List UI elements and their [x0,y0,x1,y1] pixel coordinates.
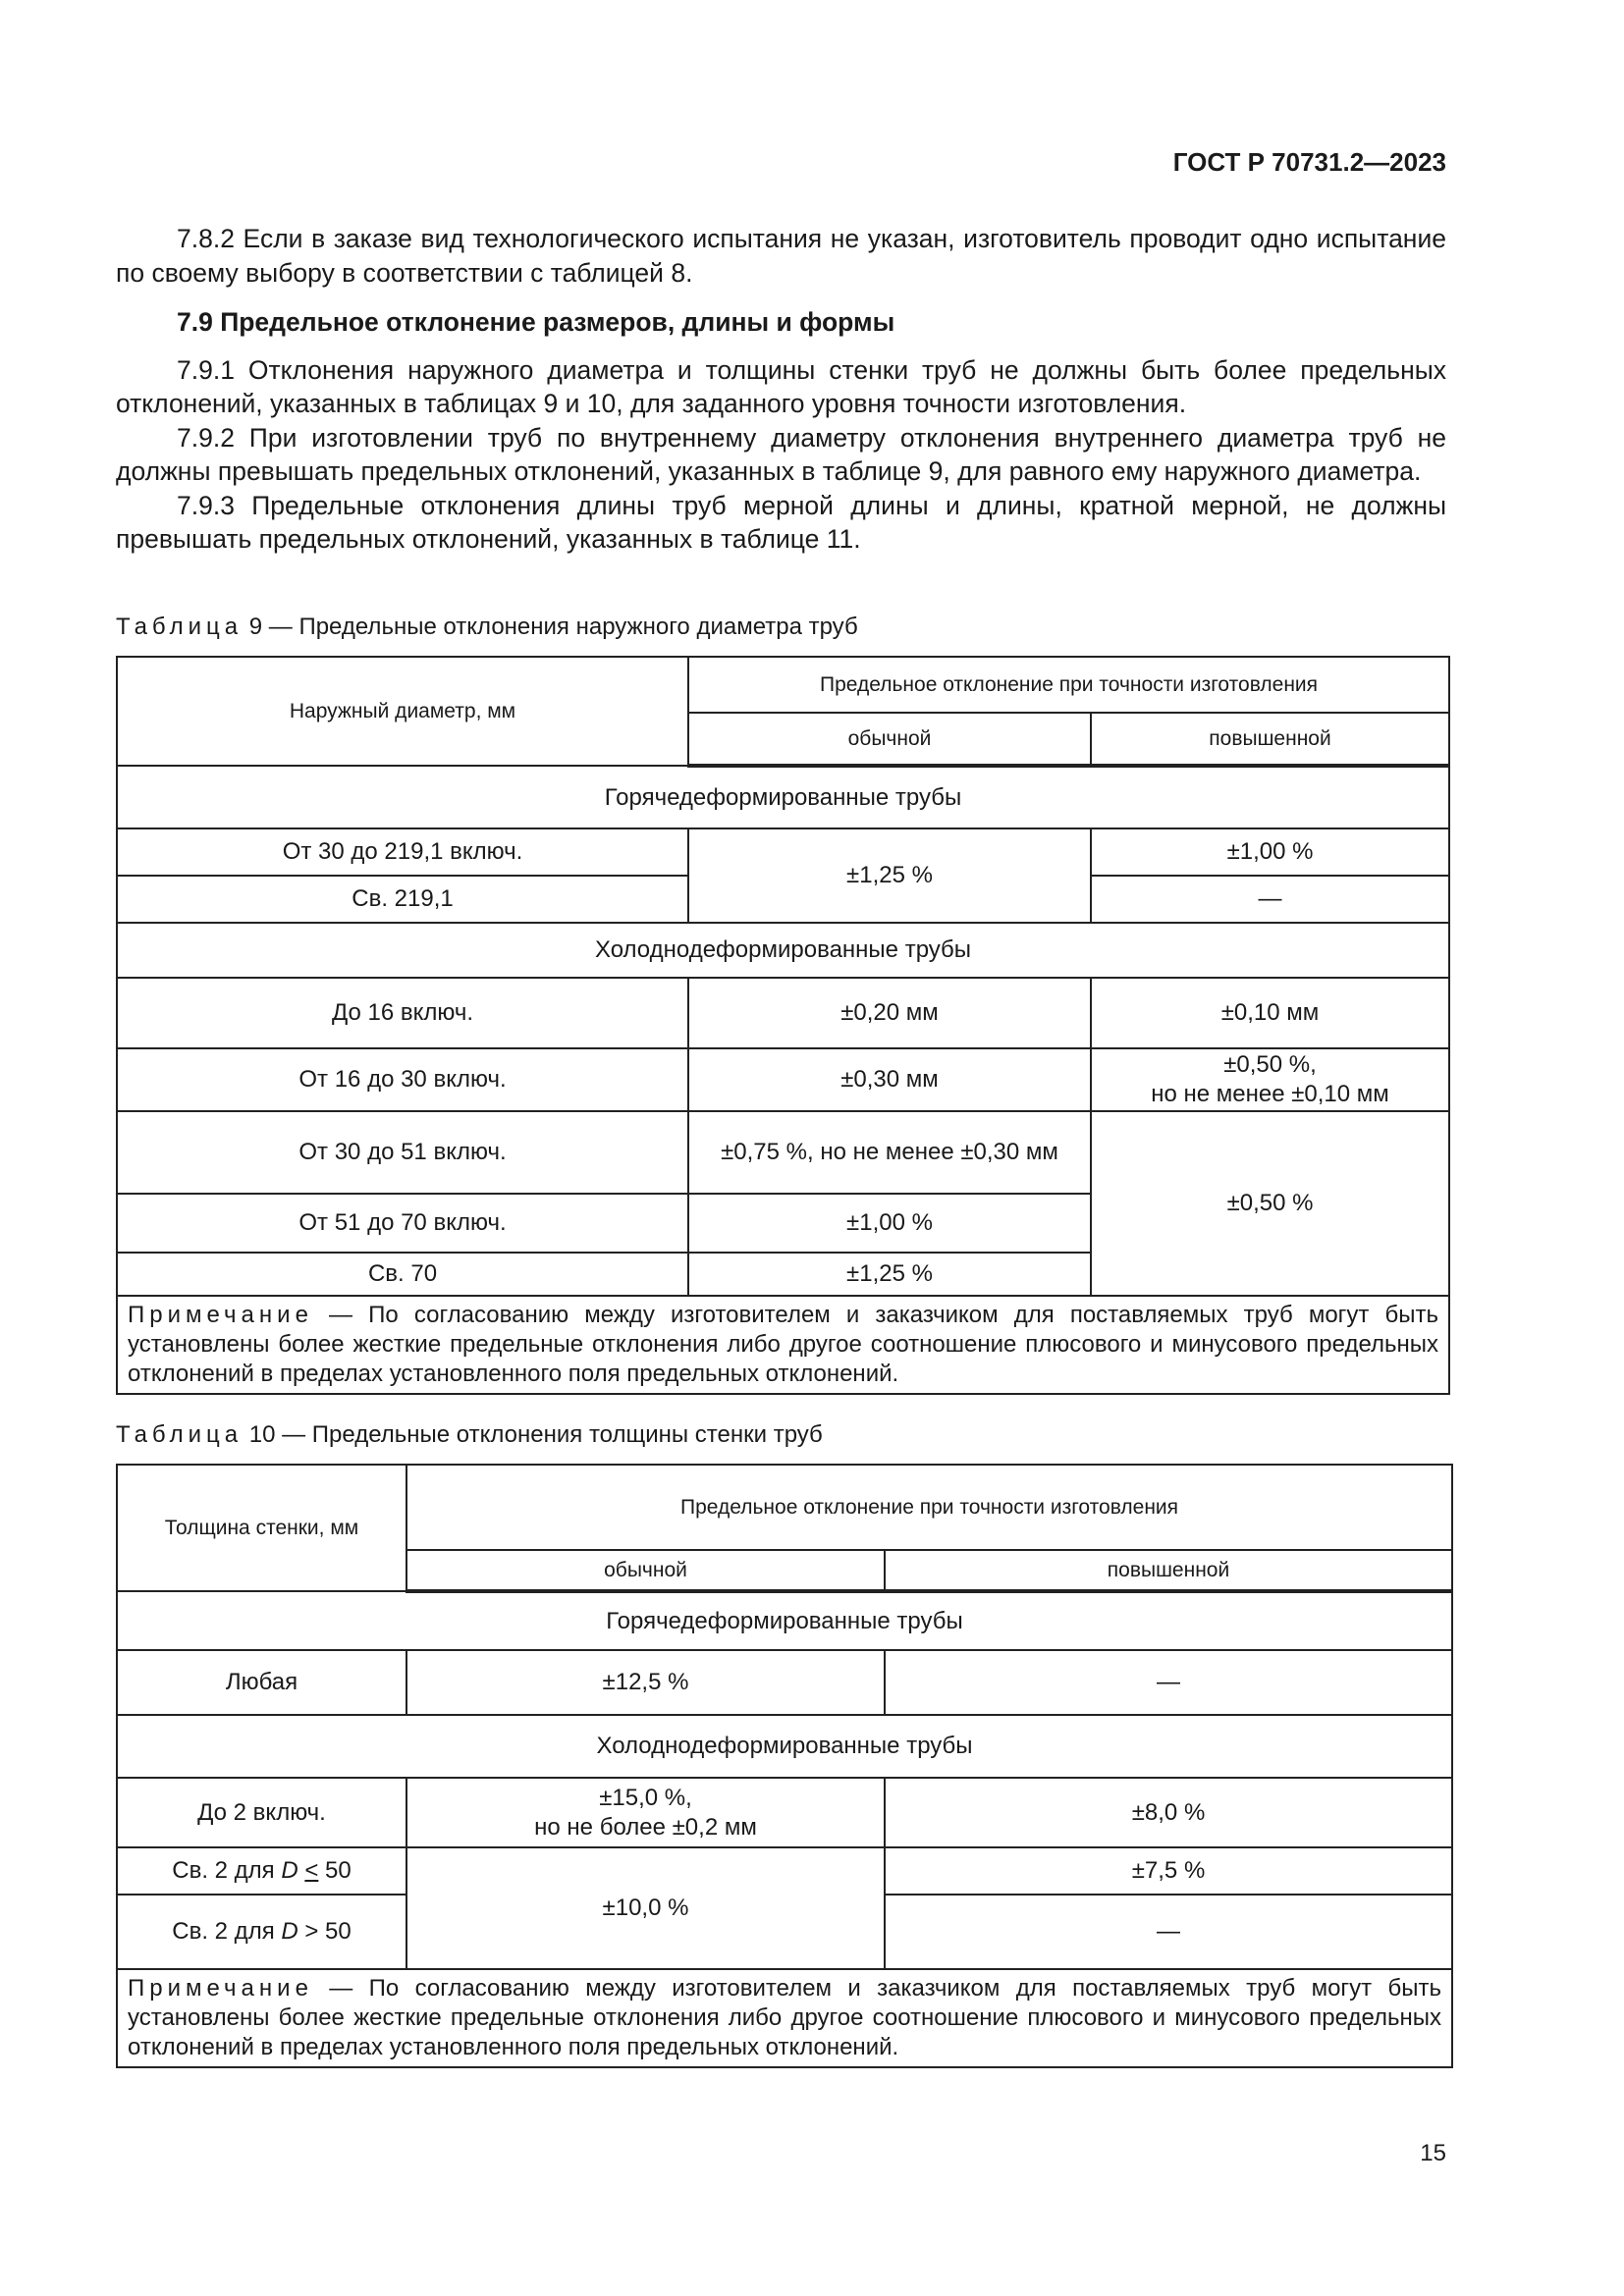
table10-cell-line: ±15,0 %, [599,1784,692,1811]
table9-cell: Св. 70 [117,1253,688,1296]
table10-header-normal: обычной [406,1550,885,1591]
table10-section-cold: Холоднодеформированные трубы [117,1715,1452,1778]
table10-section-hot: Горячедеформированные трубы [117,1591,1452,1650]
table10-caption-word: Таблица [116,1421,244,1448]
paragraph-7-9-2: 7.9.2 При изготовлении труб по внутреннему диаметру отклонения внутреннего диаметра труб не должны превышать предельных отклонений, указанных в таблице 9, для равного ему наружного диаметра. [116,422,1446,486]
table9-cell: — [1091,876,1449,923]
table9-cell: От 30 до 51 включ. [117,1111,688,1194]
table9-caption-title: 9 — Предельные отклонения наружного диаметра труб [243,614,858,640]
table-10 [116,1464,1453,2068]
table-9 [116,656,1450,1395]
table9-section-hot: Горячедеформированные трубы [117,766,1449,828]
table10-cell: — [885,1895,1452,1969]
body-text [116,222,1446,557]
table10-cell [117,1847,406,1895]
table9-cell: От 30 до 219,1 включ. [117,828,688,876]
table9-cell: ±1,25 % [688,1253,1091,1296]
table10-note-text: — По согласованию между изготовителем и заказчиком для поставляемых труб могут быть установлены более жесткие предельные отклонения либо другое соотношение плюсового и минусового предельных отклонений в пределах установленного поля предельных отклонений. [128,1975,1442,2060]
table9-header-high: повышенной [1091,713,1449,766]
table10-header-deviation: Предельное отклонение при точности изготовления [406,1465,1452,1550]
table10-cell: ±8,0 % [885,1778,1452,1847]
paragraph-7-9-3: 7.9.3 Предельные отклонения длины труб мерной длины и длины, кратной мерной, не должны превышать предельных отклонений, указанных в таблице 11. [116,490,1446,554]
table10-cell [117,1895,406,1969]
table9-cell [1091,1048,1449,1111]
table10-cell: Любая [117,1650,406,1715]
table9-cell: ±1,00 % [688,1194,1091,1253]
table10-cell-var: D [281,1918,298,1945]
table9-cell: От 51 до 70 включ. [117,1194,688,1253]
page-number: 15 [1420,2140,1446,2166]
table9-cell: ±1,25 % [688,828,1091,923]
table10-cell: ±10,0 % [406,1847,885,1969]
table10-cell-op: < [304,1857,319,1884]
table10-cell: — [885,1650,1452,1715]
table9-note-lead: Примечание [128,1302,313,1328]
table10-cell-text: Св. 2 для [172,1857,282,1884]
table10-cell-text: > 50 [298,1918,352,1945]
table9-cell-line: ±0,50 %, [1223,1051,1317,1078]
table10-header-high: повышенной [885,1550,1452,1591]
section-heading-7-9: 7.9 Предельное отклонение размеров, длины и формы [177,307,895,337]
table9-header-normal: обычной [688,713,1091,766]
table9-cell: ±1,00 % [1091,828,1449,876]
table9-header-deviation: Предельное отклонение при точности изготовления [688,657,1449,713]
paragraph-7-9-1: 7.9.1 Отклонения наружного диаметра и толщины стенки труб не должны быть более предельных отклонений, указанных в таблицах 9 и 10, для заданного уровня точности изготовления. [116,354,1446,418]
standard-code: ГОСТ Р 70731.2—2023 [1172,147,1446,177]
table10-cell: ±12,5 % [406,1650,885,1715]
table10-cell-text: 50 [318,1857,352,1884]
table9-cell: Св. 219,1 [117,876,688,923]
table9-note [117,1296,1449,1394]
table9-cell: ±0,30 мм [688,1048,1091,1111]
table9-cell: ±0,10 мм [1091,978,1449,1048]
table10-note [117,1969,1452,2067]
table9-cell: ±0,75 %, но не менее ±0,30 мм [688,1111,1091,1194]
table9-caption-word: Таблица [116,614,244,640]
table9-note-text: — По согласованию между изготовителем и заказчиком для поставляемых труб могут быть установлены более жесткие предельные отклонения либо другое соотношение плюсового и минусового предельных отклонений в пределах установленного поля предельных отклонений. [128,1302,1439,1387]
table10-cell: До 2 включ. [117,1778,406,1847]
table10-cell: ±7,5 % [885,1847,1452,1895]
paragraph-7-8-2: 7.8.2 Если в заказе вид технологического испытания не указан, изготовитель проводит одно испытание по своему выбору в соответствии с таблицей 8. [116,224,1446,288]
table10-header-wall: Толщина стенки, мм [117,1465,406,1591]
table9-cell: От 16 до 30 включ. [117,1048,688,1111]
table10-cell-line: но не более ±0,2 мм [534,1813,757,1841]
table9-cell: ±0,50 % [1091,1111,1449,1296]
table9-caption [116,614,858,641]
table9-section-cold: Холоднодеформированные трубы [117,923,1449,978]
table10-cell-text: Св. 2 для [172,1918,282,1945]
table10-caption [116,1421,823,1449]
table9-header-diameter: Наружный диаметр, мм [117,657,688,766]
table10-cell-var: D [281,1857,298,1884]
table10-caption-title: 10 — Предельные отклонения толщины стенки труб [243,1421,823,1448]
table10-cell [406,1778,885,1847]
table9-cell-line: но не менее ±0,10 мм [1151,1081,1389,1107]
table9-cell: ±0,20 мм [688,978,1091,1048]
table9-cell: До 16 включ. [117,978,688,1048]
table10-note-lead: Примечание [128,1975,313,2002]
